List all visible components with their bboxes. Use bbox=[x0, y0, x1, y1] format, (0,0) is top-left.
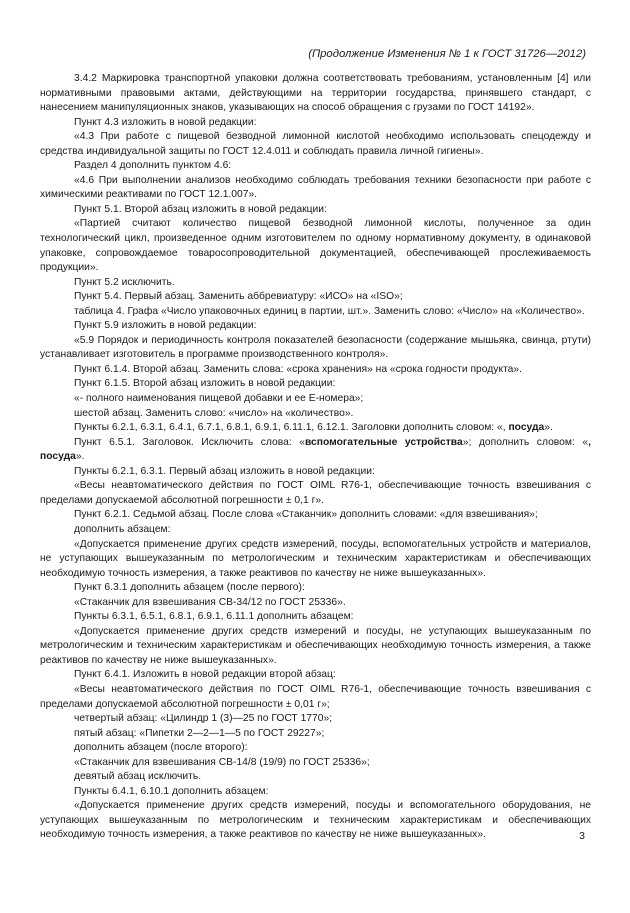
paragraph: дополнить абзацем (после второго): bbox=[74, 742, 248, 754]
running-header: (Продолжение Изменения № 1 к ГОСТ 31726—2012) bbox=[308, 48, 586, 60]
paragraph: «Допускается применение других средств измерений, посуды и вспомогательного оборудования, не уступающих вышеуказанным по метрологическим и техническим характеристикам и обеспечивающих необходимую точность измерения, а также реактивов по качеству не ниже вышеуказанных». bbox=[40, 800, 591, 841]
paragraph: Пункт 4.3 изложить в новой редакции: bbox=[74, 116, 257, 128]
paragraph-text: »; дополнить словом: « bbox=[462, 436, 589, 448]
paragraph: «5.9 Порядок и периодичность контроля показателей безопасности (содержание мышьяка, свинца, ртути) устанавливает изготовитель в программе производственного контроля». bbox=[40, 334, 591, 361]
paragraph: таблица 4. Графа «Число упаковочных единиц в партии, шт.». Заменить слово: «Число» на «Количество». bbox=[74, 305, 585, 317]
paragraph: «4.6 При выполнении анализов необходимо соблюдать требования техники безопасности при работе с химическими реактивами по ГОСТ 12.1.007». bbox=[40, 174, 591, 201]
paragraph-text: ». bbox=[544, 422, 553, 434]
paragraph: Пункты 6.3.1, 6.5.1, 6.8.1, 6.9.1, 6.11.1 дополнить абзацем: bbox=[74, 611, 354, 623]
paragraph bbox=[40, 436, 591, 465]
paragraph: Пункты 6.2.1, 6.3.1. Первый абзац изложить в новой редакции: bbox=[74, 465, 375, 477]
paragraph: «Стаканчик для взвешивания СВ-14/8 (19/9) по ГОСТ 25336»; bbox=[74, 756, 370, 768]
paragraph: «Партией считают количество пищевой безводной лимонной кислоты, полученное за один технологический цикл, произведенное одним изготовителем по одному нормативному документу, в одинаковой упаковке, сопровождаемое товаросопроводительной документацией, обеспечивающей прослеживаемость продукции». bbox=[40, 218, 591, 274]
paragraph: шестой абзац. Заменить слово: «число» на «количество». bbox=[74, 407, 354, 419]
bold-term: вспомогательные устройства bbox=[304, 436, 463, 448]
paragraph: Пункт 6.4.1. Изложить в новой редакции второй абзац: bbox=[74, 669, 336, 681]
paragraph: девятый абзац исключить. bbox=[74, 771, 202, 783]
paragraph-text: Пункт 6.5.1. Заголовок. Исключить слова: « bbox=[74, 436, 305, 448]
paragraph bbox=[40, 421, 591, 436]
paragraph: Пункт 5.9 изложить в новой редакции: bbox=[74, 320, 257, 332]
paragraph: «- полного наименования пищевой добавки и ее Е-номера»; bbox=[74, 393, 364, 405]
paragraph: «4.3 При работе с пищевой безводной лимонной кислотой необходимо использовать спецодежду и средства индивидуальной защиты по ГОСТ 12.4.011 и соблюдать правила личной гигиены». bbox=[40, 131, 591, 157]
paragraph: четвертый абзац: «Цилиндр 1 (3)—25 по ГОСТ 1770»; bbox=[74, 713, 333, 725]
paragraph: Пункт 6.1.4. Второй абзац. Заменить слова: «срока хранения» на «срока годности продукта». bbox=[74, 363, 522, 375]
paragraph: Пункт 6.2.1. Седьмой абзац. После слова «Стаканчик» дополнить словами: «для взвешивания»; bbox=[74, 509, 538, 521]
paragraph-text: Пункты 6.2.1, 6.3.1, 6.4.1, 6.7.1, 6.8.1, 6.9.1, 6.11.1, 6.12.1. Заголовки дополнить словом: «, bbox=[74, 422, 509, 434]
page-number: 3 bbox=[579, 830, 585, 842]
paragraph: «Допускается применение других средств измерений, посуды, вспомогательных устройств и материалов, не уступающих вышеуказанным по метрологическим и техническим характеристикам и обеспечивающих необходимую точность измерения, а также реактивов по качеству не ниже вышеуказанных». bbox=[40, 538, 591, 579]
paragraph: Пункт 5.4. Первый абзац. Заменить аббревиатуру: «ИСО» на «ISO»; bbox=[74, 291, 403, 303]
paragraph: Пункт 5.1. Второй абзац изложить в новой редакции: bbox=[74, 203, 327, 215]
paragraph: «Весы неавтоматического действия по ГОСТ OIML R76-1, обеспечивающие точность взвешивания с пределами допускаемой абсолютной погрешности ± 0,01 г»; bbox=[40, 683, 591, 710]
paragraph: Пункты 6.4.1, 6.10.1 дополнить абзацем: bbox=[74, 785, 269, 797]
paragraph: Пункт 6.1.5. Второй абзац изложить в новой редакции: bbox=[74, 378, 336, 390]
paragraph: пятый абзац: «Пипетки 2—2—1—5 по ГОСТ 29227»; bbox=[74, 727, 325, 739]
paragraph: «Стаканчик для взвешивания СВ-34/12 по ГОСТ 25336». bbox=[74, 596, 346, 608]
paragraph: Пункт 5.2 исключить. bbox=[74, 276, 175, 288]
paragraph: 3.4.2 Маркировка транспортной упаковки должна соответствовать требованиям, установленным [4] или нормативными правовыми актами, действующими на территории государства, принявшего стандарт, с нанесением манипуляционных знаков, указывающих на способ обращения с грузами по ГОСТ 14192». bbox=[40, 73, 591, 114]
paragraph-text: ». bbox=[75, 451, 85, 463]
paragraph: Раздел 4 дополнить пунктом 4.6: bbox=[74, 160, 232, 172]
paragraph: дополнить абзацем: bbox=[74, 523, 171, 535]
paragraph: Пункт 6.3.1 дополнить абзацем (после первого): bbox=[74, 582, 305, 594]
document-body bbox=[40, 72, 591, 843]
bold-term: , посуда bbox=[40, 436, 591, 463]
paragraph: «Весы неавтоматического действия по ГОСТ OIML R76-1, обеспечивающие точность взвешивания с пределами допускаемой абсолютной погрешности ± 0,1 г». bbox=[40, 480, 591, 506]
paragraph: «Допускается применение других средств измерений и посуды, не уступающих вышеуказанным по метрологическим и техническим характеристикам и обеспечивающих необходимую точность измерения, а также реактивов по качеству не ниже вышеуказанных». bbox=[40, 625, 591, 666]
bold-term: посуда bbox=[508, 422, 545, 434]
